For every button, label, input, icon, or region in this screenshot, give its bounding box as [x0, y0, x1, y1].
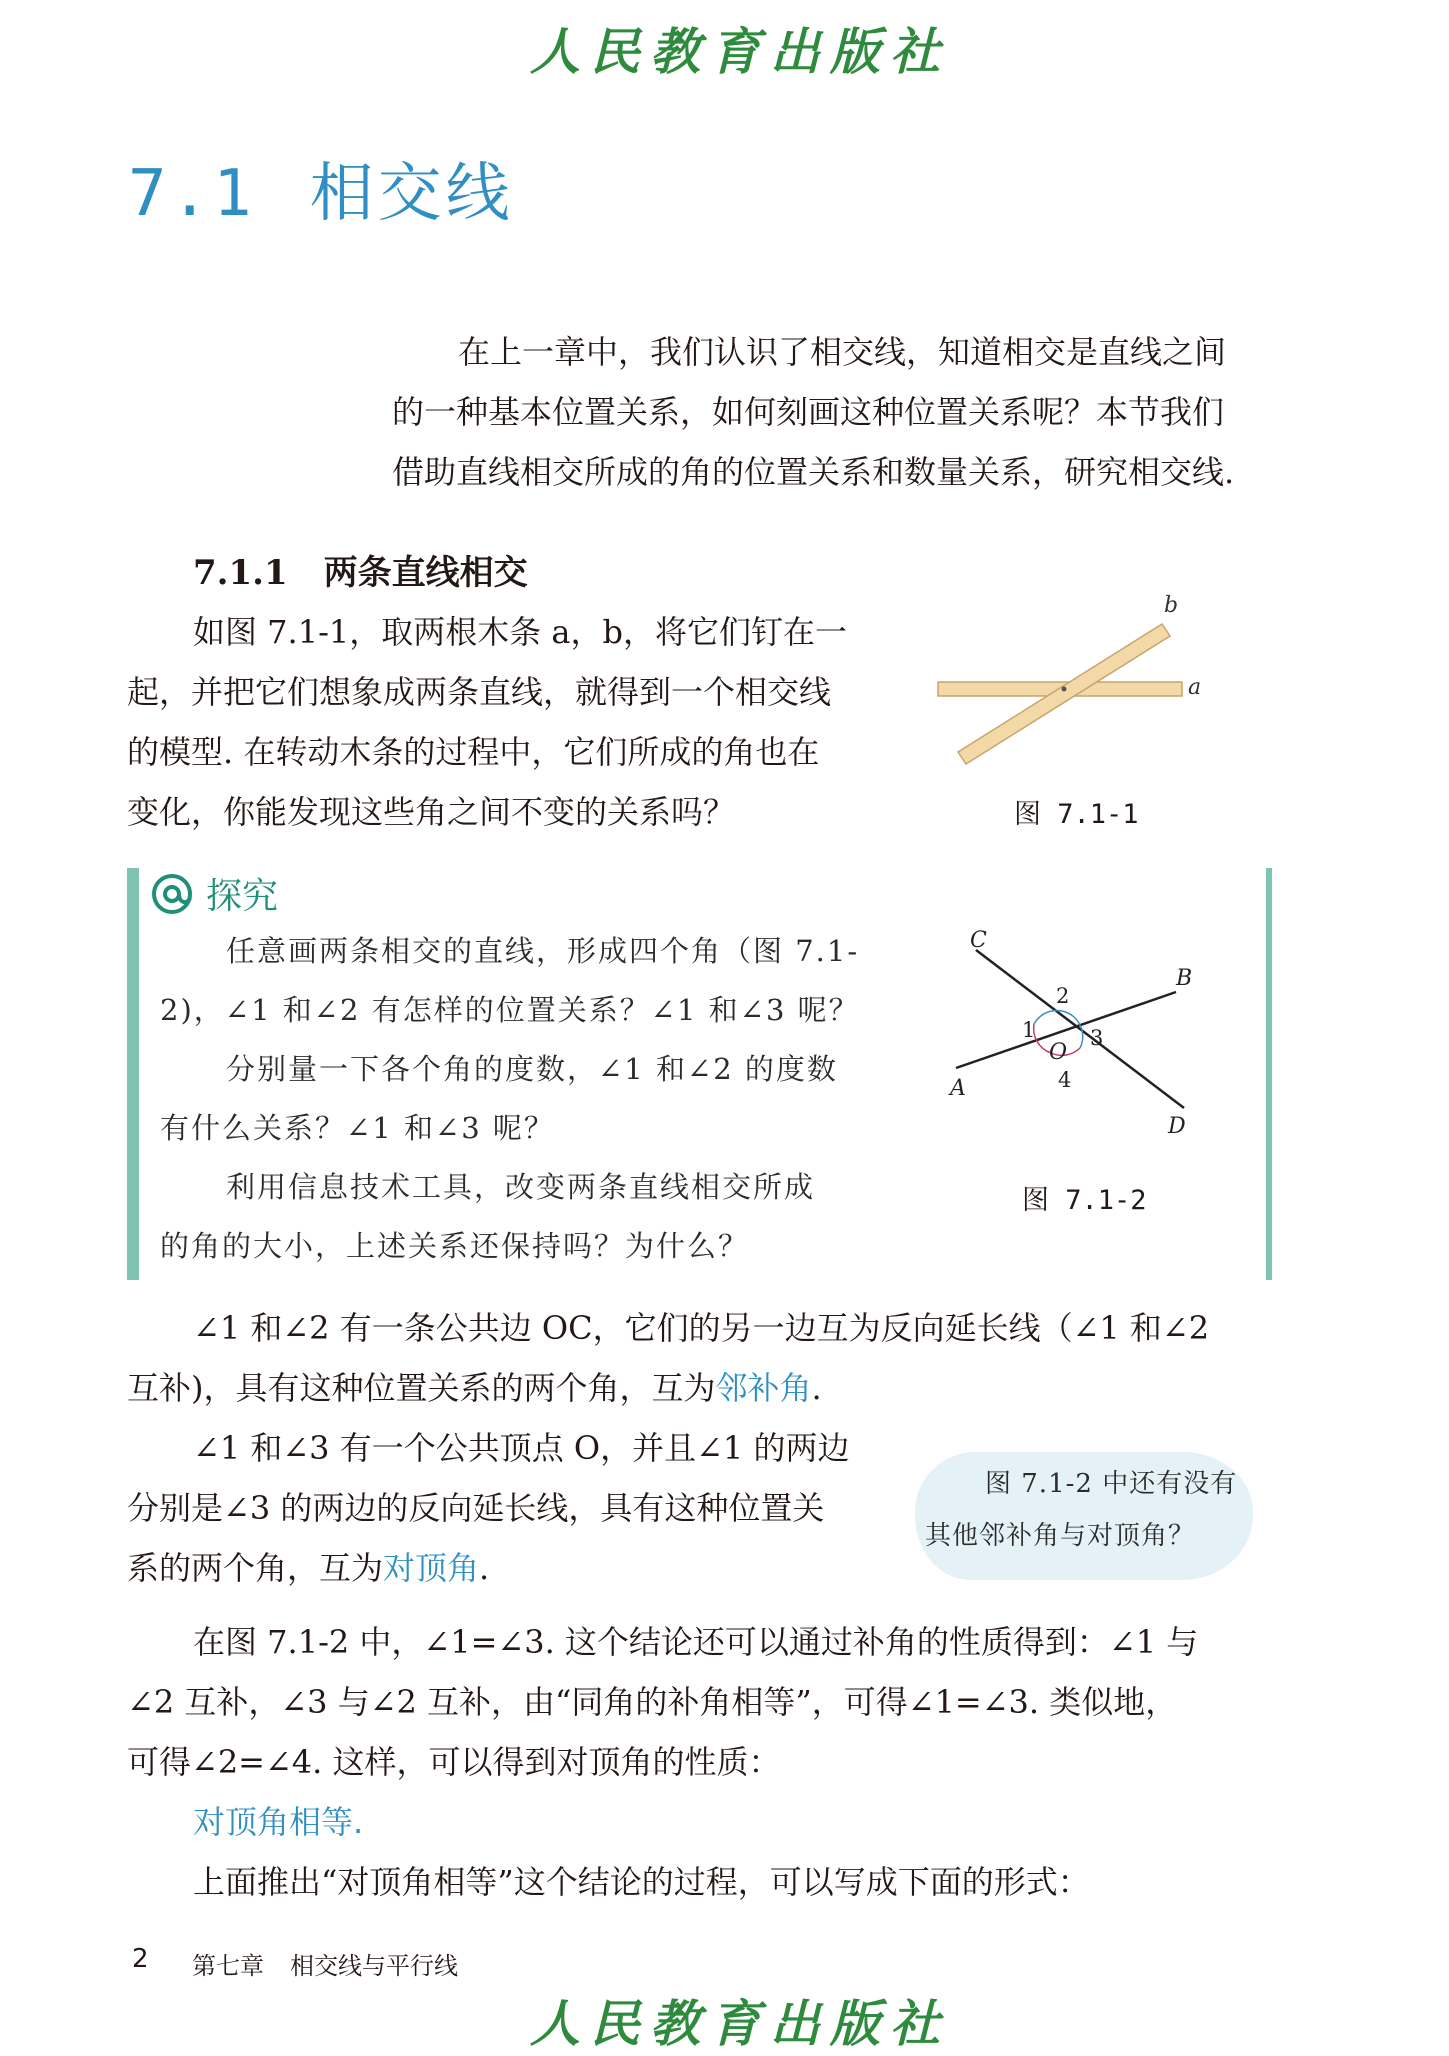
- explore-line-4: 有什么关系？∠1 和∠3 呢？: [160, 1111, 555, 1145]
- line-cd: [976, 950, 1184, 1108]
- explore-icon: [150, 872, 194, 916]
- section-title-text: 相交线: [309, 157, 514, 231]
- explore-heading: [150, 868, 278, 919]
- para4-line-1: 在图 7.1-2 中，∠1=∠3. 这个结论还可以通过补角的性质得到：∠1 与: [193, 1623, 1199, 1661]
- bubble-line-1: 图 7.1-2 中还有没有: [985, 1469, 1238, 1499]
- figure2-caption: 图 7.1-2: [1022, 1185, 1147, 1216]
- para3-text: 系的两个角，互为: [127, 1549, 384, 1587]
- label-o: O: [1049, 1040, 1068, 1065]
- explore-left-bar: [127, 868, 139, 1280]
- para5-line: 上面推出“对顶角相等”这个结论的过程，可以写成下面的形式：: [193, 1863, 1090, 1901]
- para2-end: .: [811, 1369, 822, 1407]
- para1-line-4: 变化，你能发现这些角之间不变的关系吗？: [127, 793, 736, 831]
- angle-label-3: 3: [1090, 1026, 1104, 1050]
- explore-line-6: 的角的大小，上述关系还保持吗？为什么？: [160, 1229, 750, 1263]
- footer-chapter-title: 相交线与平行线: [290, 1952, 458, 1980]
- nail-point: [1062, 687, 1067, 692]
- subsection-title: [193, 545, 528, 594]
- para2-line-2: [127, 1358, 822, 1418]
- subsection-number: 7.1.1: [193, 553, 288, 593]
- explore-title: 探究: [206, 876, 279, 917]
- angle-label-2: 2: [1056, 984, 1070, 1008]
- para4-line-2: ∠2 互补，∠3 与∠2 互补，由“同角的补角相等”，可得∠1=∠3. 类似地，: [127, 1683, 1178, 1721]
- label-d: D: [1168, 1114, 1186, 1139]
- bubble-line-2: 其他邻补角与对顶角？: [925, 1521, 1196, 1551]
- para1-line-2: 起，并把它们想象成两条直线，就得到一个相交线: [127, 673, 832, 711]
- para3-end: .: [479, 1549, 490, 1587]
- arc-angle-3: [1074, 1017, 1083, 1048]
- figure1-caption: 图 7.1-1: [1014, 799, 1139, 830]
- label-a: a: [1188, 675, 1202, 700]
- explore-line-3: 分别量一下各个角的度数，∠1 和∠2 的度数: [226, 1052, 838, 1086]
- arc-angle-2: [1034, 1010, 1074, 1024]
- explore-line-1: 任意画两条相交的直线，形成四个角（图 7.1-: [226, 934, 860, 968]
- explore-right-bar: [1266, 868, 1272, 1280]
- page-number: 2: [132, 1944, 149, 1974]
- para3-line-1: ∠1 和∠3 有一个公共顶点 O，并且∠1 的两边: [193, 1429, 850, 1467]
- para2-text: 互补)，具有这种位置关系的两个角，互为: [127, 1369, 716, 1407]
- section-number: 7.1: [128, 157, 256, 231]
- label-c: C: [970, 930, 987, 953]
- intro-line-1: 在上一章中，我们认识了相交线，知道相交是直线之间: [458, 333, 1227, 371]
- figure-wood-strips: [930, 590, 1210, 775]
- label-b2: B: [1176, 966, 1193, 991]
- para3-line-3: [127, 1538, 489, 1598]
- publisher-logo-top: 人民教育出版社: [530, 22, 950, 81]
- intro-line-3: 借助直线相交所成的角的位置关系和数量关系，研究相交线.: [392, 453, 1235, 491]
- subsection-title-text: 两条直线相交: [323, 553, 528, 593]
- term-vertical-angles: 对顶角: [383, 1549, 480, 1587]
- para1-line-3: 的模型. 在转动木条的过程中，它们所成的角也在: [127, 733, 820, 771]
- figure-intersecting-lines: [940, 930, 1210, 1140]
- section-title: [128, 142, 514, 234]
- label-b: b: [1164, 593, 1179, 618]
- publisher-logo-bottom: 人民教育出版社: [530, 1994, 950, 2053]
- footer-chapter: [192, 1946, 484, 1981]
- explore-line-5: 利用信息技术工具，改变两条直线相交所成: [226, 1170, 816, 1204]
- term-adjacent-supplementary: 邻补角: [715, 1369, 812, 1407]
- para1-line-1: 如图 7.1-1，取两根木条 a，b，将它们钉在一: [193, 613, 847, 651]
- label-a2: A: [950, 1076, 966, 1101]
- explore-line-2: 2)，∠1 和∠2 有怎样的位置关系？∠1 和∠3 呢？: [160, 993, 860, 1027]
- para4-line-3: 可得∠2=∠4. 这样，可以得到对顶角的性质：: [127, 1743, 781, 1781]
- para2-line-1: ∠1 和∠2 有一条公共边 OC，它们的另一边互为反向延长线（∠1 和∠2: [193, 1309, 1210, 1347]
- footer-chapter-number: 第七章: [192, 1952, 264, 1980]
- property-statement: 对顶角相等.: [193, 1803, 364, 1841]
- angle-label-1: 1: [1022, 1018, 1036, 1042]
- angle-label-4: 4: [1058, 1068, 1072, 1092]
- intro-line-2: 的一种基本位置关系，如何刻画这种位置关系呢？本节我们: [392, 393, 1225, 431]
- para3-line-2: 分别是∠3 的两边的反向延长线，具有这种位置关: [127, 1489, 825, 1527]
